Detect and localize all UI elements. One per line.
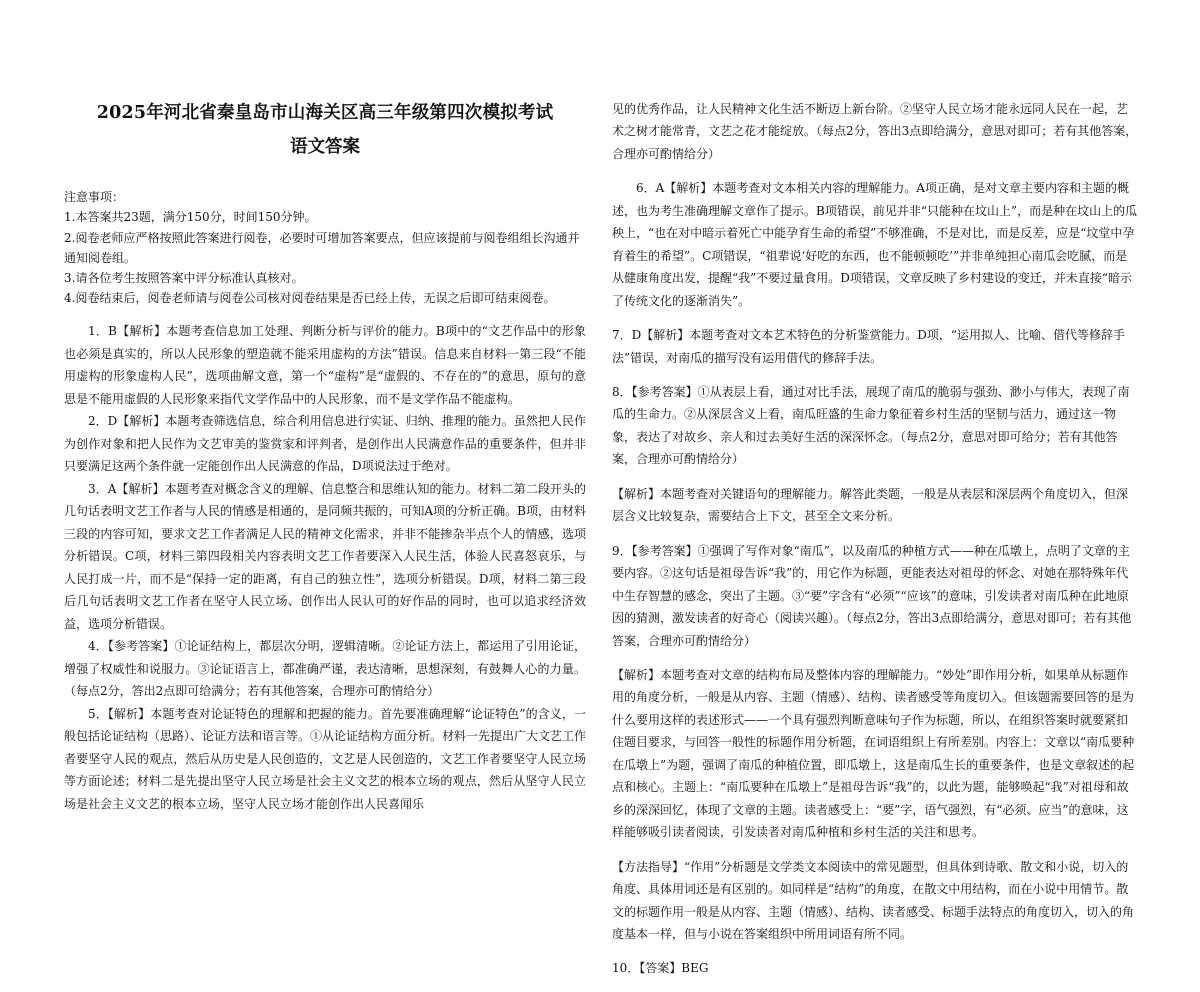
answer-item: 6．A【解析】本题考查对文本相关内容的理解能力。A项正确，是对文章主要内容和主题的概述，也为考生准确理解文章作了提示。B项错误，前见并非“只能种在坟山上”，而是种在坟山上的瓜秧上，“也在对中暗示着死亡中能孕育生命的希望”不够准确，不是对比，而是反差，应是“坟堂中孕育着生的希望”。C项错误，“祖辈说‘好吃的东西，也不能顿顿吃’”并非单纯担心南瓜会吃腻，而是从健康角度出发，提醒“我”不要过量食用。D项错误，文章反映了乡村建设的变迁，并未直接“暗示了传统文化的逐渐消失”。 — [612, 181, 1138, 308]
note-item: 2.阅卷老师应严格按照此答案进行阅卷，必要时可增加答案要点，但应该提前与阅卷组组长沟通并通知阅卷组。 — [64, 230, 580, 265]
right-column-answers — [612, 86, 1138, 992]
notes-heading: 注意事项： — [64, 190, 125, 204]
answer-item: 5．【解析】本题考查对论证特色的理解和把握的能力。首先要准确理解“论证特色”的含义，一般包括论证结构（思路）、论证方法和语言等。①从论证结构方面分析。材料一先提出广大文艺工作者要坚守人民的观点，然后从历史是人民创造的，文艺是人民创造的，文艺工作者要坚守人民立场等方面论述；材料二是先提出坚守人民立场是社会主义文艺的根本立场的观点，然后从坚守人民立场是社会主义文艺的根本立场，坚守人民立场才能创作出人民喜闻乐 — [64, 706, 587, 811]
note-item: 4.阅卷结束后，阅卷老师请与阅卷公司核对阅卷结果是否已经上传，无误之后即可结束阅卷。 — [64, 291, 556, 306]
answer-item: 【解析】本题考查对文章的结构布局及整体内容的理解能力。“妙处”即作用分析，如果单从标题作用的角度分析，一般是从内容、主题（情感）、结构、读者感受等角度切入。但该题需要回答的是为什么要用这样的表述形式——一个具有强烈判断意味句子作为标题，所以，在组织答案时就要紧扣住题目要求，与回答一般性的标题作用分析题，在词语组织上有所差别。内容上：文章以“南瓜要种在瓜墩上”为题，强调了南瓜的种植位置，即瓜墩上，这是南瓜生长的重要条件，也是文章叙述的起点和核心。主题上：“南瓜要种在瓜墩上”是祖母告诉“我”的，以此为题，能够唤起“我”对祖母和故乡的深深回忆，体现了文章的主题。读者感受上：“要”字，语气强烈，有“必须、应当”的意味，这样能够吸引读者阅读，引发读者对南瓜种植和乡村生活的关注和思考。 — [612, 667, 1135, 840]
answer-item: 8．【参考答案】①从表层上看，通过对比手法，展现了南瓜的脆弱与强劲、渺小与伟大，表现了南瓜的生命力。②从深层含义上看，南瓜旺盛的生命力象征着乡村生活的坚韧与活力，通过这一物象，表达了对故乡、亲人和过去美好生活的深深怀念。（每点2分，意思对即可给分；若有其他答案，合理亦可酌情给分） — [612, 384, 1130, 467]
answer-item: 【解析】本题考查对关键语句的理解能力。解答此类题，一般是从表层和深层两个角度切入，但深层含义比较复杂，需要结合上下文，甚至全文来分析。 — [612, 486, 1129, 524]
answer-item: 见的优秀作品，让人民精神文化生活不断迈上新台阶。②坚守人民立场才能永远同人民在一起，艺术之树才能常青，文艺之花才能绽放。（每点2分，答出3点即给满分，意思对即可；若有其他答案，合理亦可酌情给分） — [612, 102, 1138, 161]
answer-item: 7．D【解析】本题考查对文本艺术特色的分析鉴赏能力。D项，“运用拟人、比喻、借代等修辞手法”错误，对南瓜的描写没有运用借代的修辞手法。 — [612, 328, 1126, 365]
answer-item: 1．B【解析】本题考查信息加工处理、判断分析与评价的能力。B项中的“文艺作品中的形象也必须是真实的，所以人民形象的塑造就不能采用虚构的方法”错误。信息来自材料一第三段“不能用虚构的形象虚构人民”，选项曲解文意，第一个“虚构”是“虚假的、不存在的”的意思，原句的意思是不能用虚假的人民形象来指代文学作品中的人民形象，而不是文学作品不能虚构。 — [64, 324, 586, 406]
note-item: 1.本答案共23题，满分150分，时间150分钟。 — [64, 210, 317, 225]
left-column-answers — [64, 320, 586, 815]
answer-item: 10．【答案】BEG — [612, 961, 709, 976]
answer-item: 2．D【解析】本题考查筛选信息，综合利用信息进行实证、归纳、推理的能力。虽然把人民作为创作对象和把人民作为文艺审美的鉴赏家和评判者，是创作出人民满意作品的重要条件，但并非只要满足这两个条件就一定能创作出人民满意的作品，D项说法过于绝对。 — [64, 414, 586, 473]
answer-item: 【方法指导】“作用”分析题是文学类文本阅读中的常见题型，但具体到诗歌、散文和小说，切入的角度、具体用词还是有区别的。如同样是“结构”的角度，在散文中用结构，而在小说中用情节。散文的标题作用一般是从内容、主题（情感）、结构、读者感受、标题手法特点的角度切入，切入的角度基本一样，但与小说在答案组织中所用词语有所不同。 — [612, 859, 1135, 941]
notes-section — [64, 187, 586, 309]
answer-item: 9．【参考答案】①强调了写作对象“南瓜”，以及南瓜的种植方式——种在瓜墩上，点明了文章的主要内容。②这句话是祖母告诉“我”的，用它作为标题，更能表达对祖母的怀念、对她在那特殊年代中生存智慧的感念，突出了主题。③“要”字含有“必须”“应该”的意味，引发读者对南瓜种在此地原因的猜测，激发读者的好奇心（阅读兴趣）。（每点2分，答出3点即给满分，意思对即可；若有其他答案，合理亦可酌情给分） — [612, 543, 1132, 648]
answer-item: 4．【参考答案】①论证结构上，都层次分明，逻辑清晰。②论证方法上，都运用了引用论证，增强了权威性和说服力。③论证语言上，都准确严谨，表达清晰，思想深刻，有鼓舞人心的力量。（每点2分，答出2点即可给满分；若有其他答案，合理亦可酌情给分） — [64, 639, 586, 698]
note-item: 3.请各位考生按照答案中评分标准认真核对。 — [64, 271, 304, 286]
page-title: 2025年河北省秦皇岛市山海关区高三年级第四次模拟考试 — [96, 103, 554, 123]
answer-item: 3．A【解析】本题考查对概念含义的理解、信息整合和思维认知的能力。材料二第二段开头的几句话表明文艺工作者与人民的情感是相通的，是同频共振的，可知A项的分析正确。B项，由材料三段的内容可知，要求文艺工作者满足人民的精神文化需求，并非不能掺杂半点个人的情感，选项分析错误。C项，材料三第四段相关内容表明文艺工作者要深入人民生活，体验人民喜怒哀乐，与人民打成一片，而不是“保持一定的距离，有自己的独立性”，选项分析错误。D项，材料二第三段后几句话表明文艺工作者在坚守人民立场、创作出人民认可的好作品的同时，也可以追求经济效益，选项分析错误。 — [64, 481, 586, 631]
page-subtitle: 语文答案 — [290, 137, 360, 157]
